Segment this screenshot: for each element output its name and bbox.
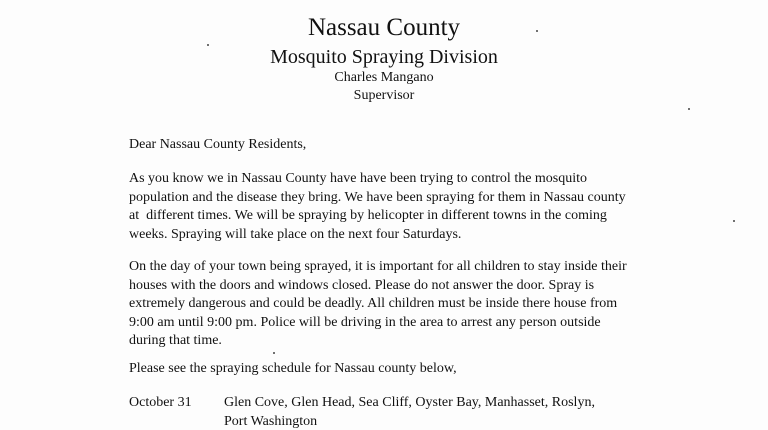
paragraph-1-line: population and the disease they bring. We have been spraying for them in Nassau county (129, 189, 626, 205)
paragraph-1-line: weeks. Spraying will take place on the next four Saturdays. (129, 226, 462, 242)
schedule-towns-line: Port Washington (224, 413, 318, 429)
paragraph-1-line: at different times. We will be spraying by helicopter in different towns in the coming (129, 208, 607, 224)
schedule-towns (224, 394, 595, 430)
scan-speck (207, 44, 209, 46)
paragraph-2-line: extremely dangerous and could be deadly. All children must be inside there house from (129, 296, 618, 312)
letterhead-title: Nassau County (307, 14, 461, 41)
letterhead-division: Mosquito Spraying Division (270, 46, 498, 68)
paragraph-2 (129, 258, 689, 351)
schedule-towns-line: Glen Cove, Glen Head, Sea Cliff, Oyster Bay, Manhasset, Roslyn, (224, 395, 595, 410)
schedule-date: October 31 (129, 395, 192, 410)
scan-speck (536, 30, 538, 32)
scan-speck (733, 220, 735, 222)
paragraph-2-line: On the day of your town being sprayed, it is important for all children to stay inside their (129, 259, 627, 274)
scan-speck (273, 352, 275, 354)
scan-speck (688, 108, 690, 110)
letter-greeting: Dear Nassau County Residents, (129, 137, 307, 152)
paragraph-1-line: As you know we in Nassau County have have been trying to control the mosquito (129, 171, 588, 186)
paragraph-1 (129, 170, 689, 244)
paragraph-3: Please see the spraying schedule for Nassau county below, (129, 361, 457, 376)
paragraph-2-line: 9:00 am until 9:00 pm. Police will be driving in the area to arrest any person outside (129, 314, 601, 330)
letterhead-name: Charles Mangano (334, 70, 434, 85)
paragraph-2-line: houses with the doors and windows closed. Please do not answer the door. Spray is (129, 277, 595, 293)
letterhead-role: Supervisor (353, 88, 415, 103)
paragraph-2-line: during that time. (129, 333, 222, 349)
